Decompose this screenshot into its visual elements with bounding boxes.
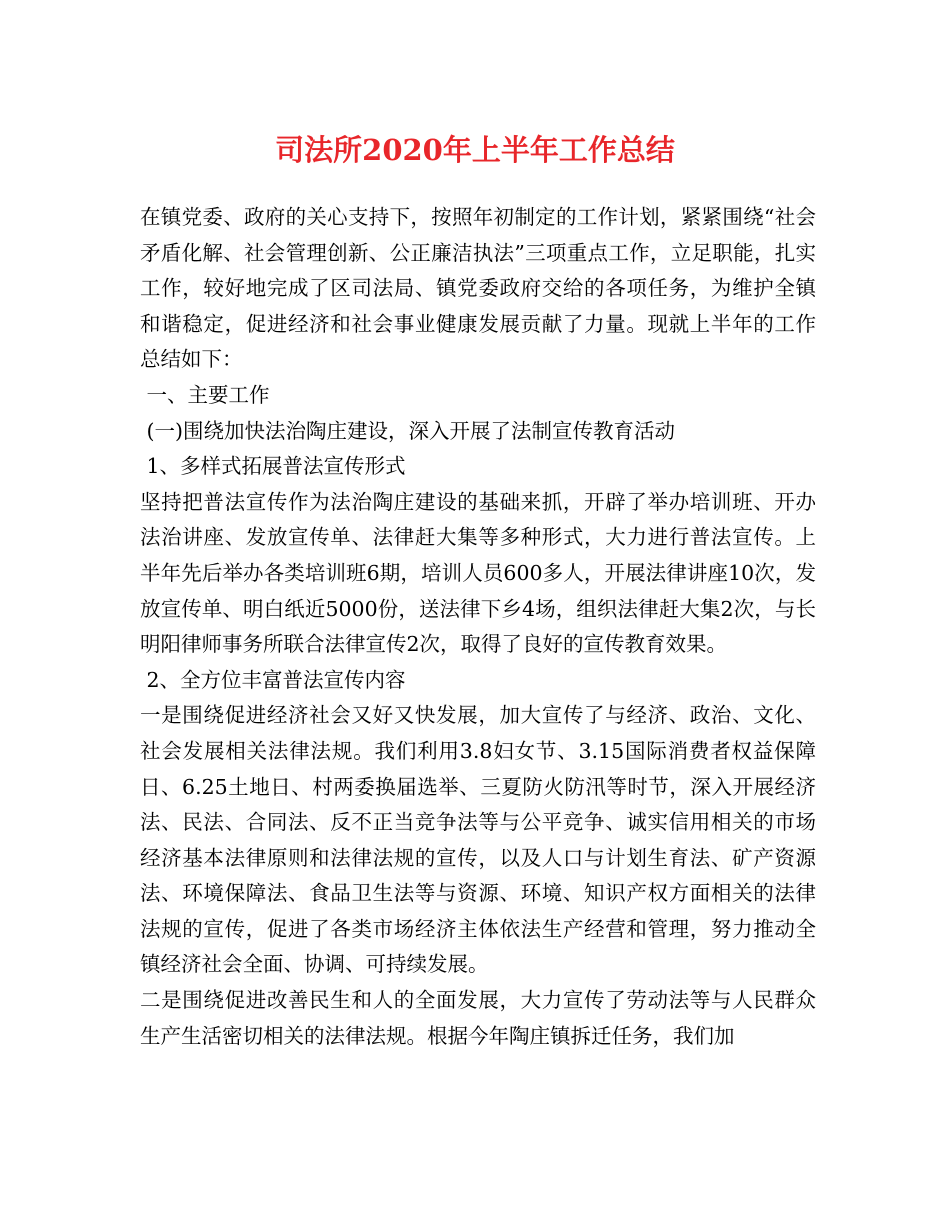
item-content-paragraph-economy: 一是围绕促进经济社会又好又快发展，加大宣传了与经济、政治、文化、社会发展相关法律法规。我们利用3.8妇女节、3.15国际消费者权益保障日、6.25土地日、村两委换届选举、三夏防火防汛等时节，深入开展经济法、民法、合同法、反不正当竞争法等与公平竞争、诚实信用相关的市场经济基本法律原则和法律法规的宣传，以及人口与计划生育法、矿产资源法、环境保障法、食品卫生法等与资源、环境、知识产权方面相关的法律法规的宣传，促进了各类市场经济主体依法生产经营和管理，努力推动全镇经济社会全面、协调、可持续发展。 bbox=[140, 703, 816, 977]
item-heading-content: 2、全方位丰富普法宣传内容 bbox=[140, 667, 406, 692]
intro-paragraph: 在镇党委、政府的关心支持下，按照年初制定的工作计划，紧紧围绕“社会矛盾化解、社会管理创新、公正廉洁执法”三项重点工作，立足职能，扎实工作，较好地完成了区司法局、镇党委政府交给的各项任务，为维护全镇和谐稳定，促进经济和社会事业健康发展贡献了力量。现就上半年的工作总结如下： bbox=[140, 205, 816, 372]
item-content-paragraph-livelihood: 二是围绕促进改善民生和人的全面发展，大力宣传了劳动法等与人民群众生产生活密切相关的法律法规。根据今年陶庄镇拆迁任务，我们加 bbox=[140, 988, 816, 1048]
section-heading-main-work: 一、主要工作 bbox=[140, 382, 270, 407]
document-title: 司法所2020年上半年工作总结 bbox=[275, 133, 675, 167]
item-forms-paragraph: 坚持把普法宣传作为法治陶庄建设的基础来抓，开辟了举办培训班、开办法治讲座、发放宣传单、法律赶大集等多种形式，大力进行普法宣传。上半年先后举办各类培训班6期，培训人员600多人，开展法律讲座10次，发放宣传单、明白纸近5000份，送法律下乡4场，组织法律赶大集2次，与长明阳律师事务所联合法律宣传2次，取得了良好的宣传教育效果。 bbox=[140, 489, 816, 657]
item-heading-forms: 1、多样式拓展普法宣传形式 bbox=[140, 454, 406, 479]
subsection-heading-legal-education: (一)围绕加快法治陶庄建设，深入开展了法制宣传教育活动 bbox=[140, 418, 676, 443]
document-body bbox=[140, 200, 816, 1054]
